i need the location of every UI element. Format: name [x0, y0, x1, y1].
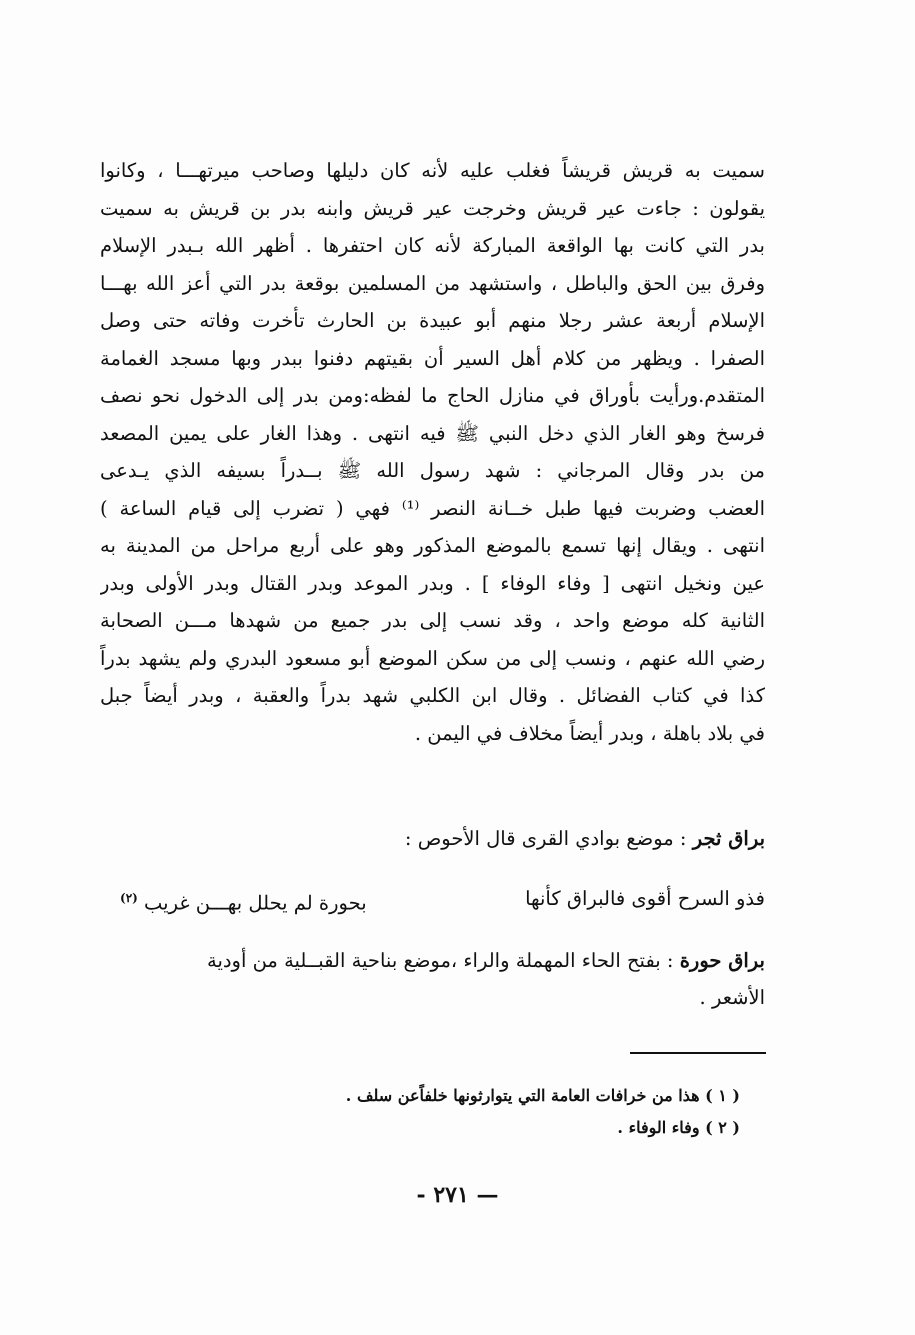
- text-line: يقولون : جاءت عير قريش وخرجت عير قريش وابنه بدر بن قريش به سميت: [100, 196, 765, 220]
- text-line: عين ونخيل انتهى [ وفاء الوفاء ] . وبدر الموعد وبدر القتال وبدر الأولى وبدر: [100, 571, 765, 595]
- page-number: — ٢٧١ -: [416, 1182, 499, 1208]
- entry-term: براق حورة: [679, 949, 765, 972]
- text-line: الصفرا . ويظهر من كلام أهل السير أن بقيتهم دفنوا ببدر وبها مسجد الغمامة: [100, 346, 765, 370]
- text-line: بدر التي كانت بها الواقعة المباركة لأنه كان احتفرها . أظهر الله بـبدر الإسلام: [100, 234, 765, 257]
- entry-continuation: الأشعر .: [699, 986, 765, 1009]
- footnote-2: [300, 1112, 740, 1144]
- text-line: من بدر وقال المرجاني : شهد رسول الله ﷺ بــدراً بسيفه الذي يـدعى: [100, 459, 765, 482]
- text-line: وفرق بين الحق والباطل ، واستشهد من المسلمين بوقعة بدر التي أعز الله بهـــا: [100, 271, 765, 295]
- entry-term: براق ثجر: [692, 827, 765, 850]
- footnote-1: [300, 1080, 740, 1112]
- footnote-mark: ( ١ ): [705, 1086, 740, 1105]
- footnote-text: وفاء الوفاء .: [617, 1118, 700, 1137]
- text-line: سميت به قريش قريشاً فغلب عليه لأنه كان دليلها وصاحب ميرتهـــا ، وكانوا: [100, 159, 765, 182]
- verse-second-hemistich: بحورة لم يحلل بهـــن غريب: [144, 891, 367, 915]
- verse-second-hemistich-wrap: [120, 880, 367, 922]
- footnotes: [300, 1080, 740, 1144]
- entry-buraq-hawra: [100, 942, 765, 1016]
- text-line: الثانية كله موضع واحد ، وقد نسب إلى بدر جميع من شهدها مـــن الصحابة: [100, 609, 765, 632]
- text-line: فرسخ وهو الغار الذي دخل النبي ﷺ فيه انتهى . وهذا الغار على يمين المصعد: [100, 421, 765, 445]
- footnote-text: هذا من خرافات العامة التي يتوارثونها خلفاًعن سلف .: [345, 1086, 700, 1105]
- footnote-mark: ( ٢ ): [705, 1118, 740, 1137]
- text-line: كذا في كتاب الفضائل . وقال ابن الكلبي شهد بدراً والعقبة ، وبدر أيضاً جبل: [100, 684, 765, 707]
- main-paragraph: [100, 152, 765, 752]
- text-line: الإسلام أربعة عشر رجلا منهم أبو عبيدة بن الحارث تأخرت وفاته حتى وصل: [100, 309, 765, 332]
- entry-buraq-thajr: [100, 820, 765, 857]
- footnote-marker: (٢): [120, 891, 138, 905]
- entry-definition: : موضع بوادي القرى قال الأحوص :: [404, 827, 693, 850]
- text-line-last: في بلاد باهلة ، وبدر أيضاً مخلاف في اليمن .: [414, 721, 765, 745]
- poetry-verse: [120, 880, 765, 922]
- text-line: المتقدم.ورأيت بأوراق في منازل الحاج ما لفظه:ومن بدر إلى الدخول نحو نصف: [100, 384, 765, 407]
- footnote-divider: [630, 1052, 766, 1054]
- entry-first-line: [100, 942, 765, 979]
- text-line: رضي الله عنهم ، ونسب إلى من سكن الموضع أبو مسعود البدري ولم يشهد بدراً: [100, 646, 765, 670]
- text-line: العضب وضربت فيها طبل خــانة النصر ⁽¹⁾ فهي ( تضرب إلى قيام الساعة ): [100, 496, 765, 520]
- entry-definition: : بفتح الحاء المهملة والراء ،موضع بناحية القبــلية من أودية: [206, 949, 680, 972]
- text-line: انتهى . ويقال إنها تسمع بالموضع المذكور وهو على أربع مراحل من المدينة به: [100, 534, 765, 557]
- verse-first-hemistich: فذو السرح أقوى فالبراق كأنها: [525, 887, 765, 910]
